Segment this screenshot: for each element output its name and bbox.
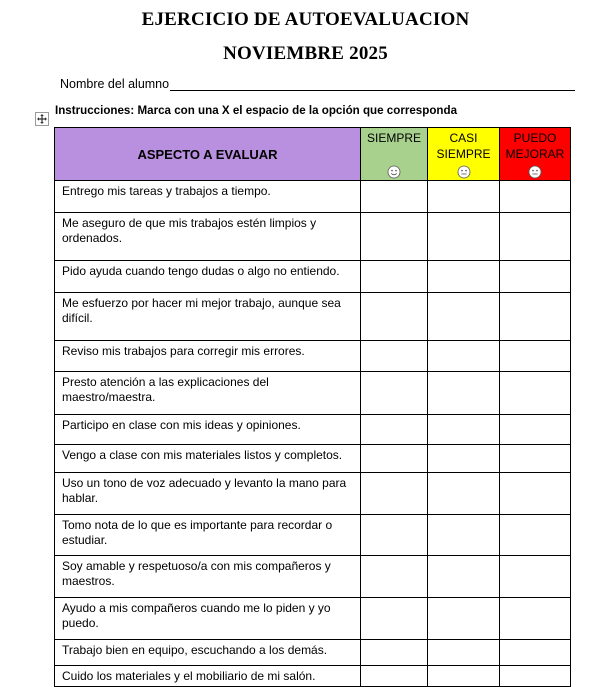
answer-cell-casi-siempre[interactable] (428, 666, 500, 687)
aspect-item: Participo en clase con mis ideas y opiniones. (55, 415, 361, 445)
option-header-casi-siempre (428, 128, 500, 181)
table-row (55, 372, 571, 415)
table-row (55, 556, 571, 598)
answer-cell-puedo-mejorar[interactable] (500, 556, 571, 598)
answer-cell-puedo-mejorar[interactable] (500, 666, 571, 687)
answer-cell-siempre[interactable] (361, 666, 428, 687)
aspect-item: Ayudo a mis compañeros cuando me lo piden y yo puedo. (55, 598, 361, 640)
aspect-item: Reviso mis trabajos para corregir mis errores. (55, 341, 361, 372)
aspect-item: Soy amable y respetuoso/a con mis compañeros y maestros. (55, 556, 361, 598)
neutral-face-icon (457, 165, 471, 179)
answer-cell-siempre[interactable] (361, 213, 428, 261)
aspect-item: Uso un tono de voz adecuado y levanto la mano para hablar. (55, 473, 361, 515)
aspect-item: Me esfuerzo por hacer mi mejor trabajo, aunque sea difícil. (55, 293, 361, 341)
aspect-header: ASPECTO A EVALUAR (55, 128, 361, 181)
table-row (55, 341, 571, 372)
answer-cell-casi-siempre[interactable] (428, 640, 500, 666)
option-label: CASI SIEMPRE (436, 131, 491, 161)
answer-cell-casi-siempre[interactable] (428, 556, 500, 598)
answer-cell-casi-siempre[interactable] (428, 293, 500, 341)
aspect-item: Me aseguro de que mis trabajos estén limpios y ordenados. (55, 213, 361, 261)
answer-cell-puedo-mejorar[interactable] (500, 640, 571, 666)
answer-cell-puedo-mejorar[interactable] (500, 515, 571, 556)
answer-cell-puedo-mejorar[interactable] (500, 445, 571, 473)
answer-cell-siempre[interactable] (361, 473, 428, 515)
answer-cell-siempre[interactable] (361, 261, 428, 293)
answer-cell-puedo-mejorar[interactable] (500, 293, 571, 341)
evaluation-table (54, 127, 571, 687)
aspect-item: Trabajo bien en equipo, escuchando a los demás. (55, 640, 361, 666)
answer-cell-puedo-mejorar[interactable] (500, 261, 571, 293)
answer-cell-siempre[interactable] (361, 341, 428, 372)
answer-cell-siempre[interactable] (361, 415, 428, 445)
answer-cell-casi-siempre[interactable] (428, 515, 500, 556)
answer-cell-siempre[interactable] (361, 640, 428, 666)
student-name-field[interactable] (60, 77, 575, 91)
answer-cell-puedo-mejorar[interactable] (500, 598, 571, 640)
option-label: SIEMPRE (366, 131, 421, 145)
table-row (55, 213, 571, 261)
answer-cell-casi-siempre[interactable] (428, 445, 500, 473)
table-row (55, 473, 571, 515)
aspect-item: Pido ayuda cuando tengo dudas o algo no entiendo. (55, 261, 361, 293)
option-header-siempre (361, 128, 428, 181)
neutral-face-icon (528, 165, 542, 179)
answer-cell-puedo-mejorar[interactable] (500, 372, 571, 415)
aspect-item: Vengo a clase con mis materiales listos y completos. (55, 445, 361, 473)
answer-cell-puedo-mejorar[interactable] (500, 341, 571, 372)
table-row (55, 261, 571, 293)
answer-cell-casi-siempre[interactable] (428, 341, 500, 372)
answer-cell-puedo-mejorar[interactable] (500, 181, 571, 213)
answer-cell-siempre[interactable] (361, 372, 428, 415)
aspect-item: Cuido los materiales y el mobiliario de mi salón. (55, 666, 361, 687)
table-row (55, 181, 571, 213)
table-move-handle-icon[interactable] (35, 112, 49, 126)
answer-cell-puedo-mejorar[interactable] (500, 415, 571, 445)
table-row (55, 640, 571, 666)
answer-cell-casi-siempre[interactable] (428, 473, 500, 515)
aspect-item: Presto atención a las explicaciones del maestro/maestra. (55, 372, 361, 415)
smiley-face-icon (387, 165, 401, 179)
answer-cell-puedo-mejorar[interactable] (500, 473, 571, 515)
answer-cell-siempre[interactable] (361, 445, 428, 473)
aspect-item: Tomo nota de lo que es importante para recordar o estudiar. (55, 515, 361, 556)
table-row (55, 445, 571, 473)
answer-cell-siempre[interactable] (361, 515, 428, 556)
table-row (55, 293, 571, 341)
answer-cell-casi-siempre[interactable] (428, 213, 500, 261)
student-name-label: Nombre del alumno (60, 77, 170, 91)
answer-cell-siempre[interactable] (361, 598, 428, 640)
answer-cell-siempre[interactable] (361, 293, 428, 341)
table-header-row (55, 128, 571, 181)
aspect-item: Entrego mis tareas y trabajos a tiempo. (55, 181, 361, 213)
instructions-text: Instrucciones: Marca con una X el espacio de la opción que corresponda (55, 104, 458, 117)
table-row (55, 598, 571, 640)
option-label: PUEDO MEJORAR (505, 131, 565, 161)
answer-cell-casi-siempre[interactable] (428, 372, 500, 415)
answer-cell-casi-siempre[interactable] (428, 181, 500, 213)
table-row (55, 415, 571, 445)
answer-cell-casi-siempre[interactable] (428, 598, 500, 640)
answer-cell-puedo-mejorar[interactable] (500, 213, 571, 261)
document-title: EJERCICIO DE AUTOEVALUACION (141, 9, 470, 30)
student-name-line[interactable] (170, 78, 575, 91)
answer-cell-casi-siempre[interactable] (428, 261, 500, 293)
answer-cell-siempre[interactable] (361, 556, 428, 598)
table-row (55, 666, 571, 687)
answer-cell-casi-siempre[interactable] (428, 415, 500, 445)
document-subtitle-date: NOVIEMBRE 2025 (223, 43, 388, 64)
answer-cell-siempre[interactable] (361, 181, 428, 213)
table-row (55, 515, 571, 556)
option-header-puedo-mejorar (500, 128, 571, 181)
